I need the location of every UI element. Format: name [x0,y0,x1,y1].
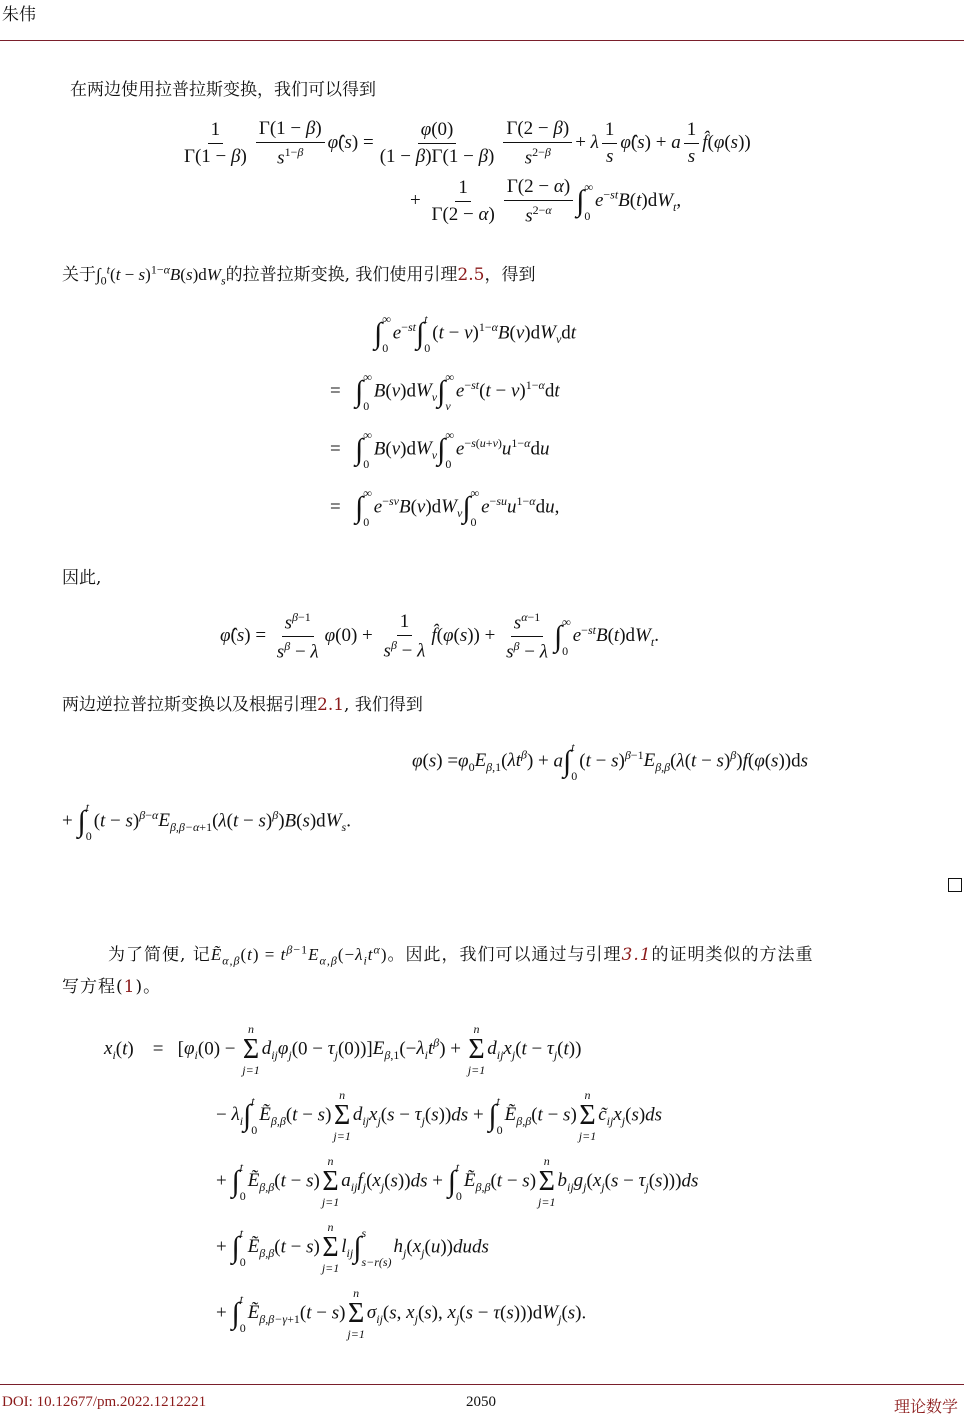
paragraph-inverse-laplace [62,690,423,715]
header-rule [0,40,964,41]
para4-suffix: , 我们得到 [344,695,423,715]
equation-phi-hat: φ̂(s) = $\frac{s^{\beta-1}}{s^\beta - \lambda}$ φ(0) + $\frac{1}{s^\beta - \lambda}$ f̂(φ(s)) + $\frac{s^{\alpha-1}}{s^\beta - \lambda}$ ∫ ∞ 0 $e^{-st}B(t)dW_t$. [220,610,659,663]
para5-mid: 。因此，我们可以通过与引理 [387,945,622,965]
para2-mid: 的拉普拉斯变换, 我们使用引理 [225,265,458,285]
paragraph-laplace-intro: 在两边使用拉普拉斯变换，我们可以得到 [70,80,376,100]
equation-laplace-line1: $\frac{1}{\Gamma(1 - \beta)}$ $\frac{\Gamma(1 - \beta)}{s^{1-\beta}}$ φ̂(s) = $\frac{\varphi(0)}{(1 - \beta)\Gamma(1 - \beta)}$ $\frac{\Gamma(2 - \beta)}{s^{2-\beta}}$ + λ $\frac{1}{s}$ φ̂(s) + a $\frac{1}{s}$ f̂(φ(s)) [184,118,751,169]
footer-doi[interactable]: DOI: 10.12677/pm.2022.1212221 [2,1394,207,1410]
paragraph-therefore: 因此, [62,568,102,588]
footer-journal: 理论数学 [893,1397,958,1416]
paragraph-notation: 为了简便, 记Ẽ$_{\alpha,\beta}$(t) = $t^{\beta-1}E_{\alpha,\beta}(-\lambda_it^\alpha)$。因此，我们可以通过与引理3.1的证明类似的方法重 [108,942,814,968]
paragraph-integral-transform: 关于$\int_0^t(t - s)^{1-\alpha}B(s)dW_s$的拉普拉斯变换, 我们使用引理2.5，得到 [62,262,536,288]
equation-solution-line1: $\varphi(s) =\varphi_0E_{\beta,1}(\lambda t^\beta) + a\int$ t 0 $(t - s)^{\beta-1}E_{\beta,\beta}(\lambda(t - s)^\beta)f(\varphi(s))ds$ [412,740,808,783]
lemma-link-2-1[interactable]: 2.1 [317,695,345,715]
equation-convolution-line2: = ∫ ∞ 0 $B(v)dW_v\int$ ∞ v $e^{-st}(t - v)^{1-\alpha}dt$ [330,370,560,413]
equation-system-line4: + ∫ t 0 Ẽ$_{\beta,\beta}$(t − s) n Σ j=1 $l_{ij}\int$ s s−r(s) $h_j(x_j(u))duds$ [216,1220,489,1275]
para2-suffix: ，得到 [484,265,536,285]
lemma-link-3-1[interactable]: 3.1 [621,945,652,965]
equation-system-line5: + ∫ t 0 Ẽ$_{\beta,\beta-\gamma+1}$(t − s) n Σ j=1 $\sigma_{ij}(s$, $x_j(s)$, $x_j(s - \tau(s)))dW_j(s)$. [216,1286,587,1341]
equation-convolution-line4: = ∫ ∞ 0 $e^{-sv}B(v)dW_v\int$ ∞ 0 $e^{-su}u^{1-\alpha}du$, [330,486,560,529]
footer-page-number: 2050 [466,1394,496,1410]
qed-box [948,878,962,892]
equation-system-line2: − $\lambda_i\int$ t 0 Ẽ$_{\beta,\beta}$(t − s) n Σ j=1 $d_{ij}x_j(s - \tau_j(s))ds$ + ∫ t 0 Ẽ$_{\beta,\beta}$(t − s) n Σ j=1 $c̃_{ij}x_j(s)ds$ [216,1088,663,1143]
footer-rule [0,1384,964,1385]
equation-laplace-line2: + $\frac{1}{\Gamma(2 - \alpha)}$ $\frac{\Gamma(2 - \alpha)}{s^{2-\alpha}}$ ∫ ∞ 0 $e^{-st}B(t)dW_t$, [410,176,682,227]
equation-convolution-line1: ∫ ∞ 0 $e^{-st}\int$ t 0 $(t - v)^{1-\alpha}B(v)dW_vdt$ [374,312,577,355]
equation-convolution-line3: = ∫ ∞ 0 $B(v)dW_v\int$ ∞ 0 $e^{-s(u+v)}u^{1-\alpha}du$ [330,428,550,471]
para6-prefix: 写方程( [62,977,124,997]
paragraph-rewrite-equation [62,972,161,997]
equation-link-1[interactable]: 1 [123,977,136,997]
para5-prefix: 为了简便, 记 [108,945,211,965]
para2-prefix: 关于 [62,265,96,285]
equation-solution-line2: + ∫ t 0 $(t - s)^{\beta-\alpha}E_{\beta,\beta-\alpha+1}(\lambda(t - s)^\beta)B(s)dW_s$. [62,800,351,843]
equation-system-line3: + ∫ t 0 Ẽ$_{\beta,\beta}$(t − s) n Σ j=1 $a_{ij}f_j(x_j(s))ds$ + ∫ t 0 Ẽ$_{\beta,\beta}$(t − s) n Σ j=1 $b_{ij}g_j(x_j(s - \tau_j(s)))ds$ [216,1154,699,1209]
para5-suffix: 的证明类似的方法重 [651,945,814,965]
para4-prefix: 两边逆拉普拉斯变换以及根据引理 [62,695,317,715]
lemma-link-2-5[interactable]: 2.5 [457,265,485,285]
para6-suffix: )。 [135,977,162,997]
header-author: 朱伟 [2,5,36,25]
equation-system-line1: $x_i(t)$ = [$\varphi_i(0)$ − n Σ j=1 $d_{ij}\varphi_j(0 - \tau_j(0))]E_{\beta,1}(-\lambda_it^\beta)$ + n Σ j=1 $d_{ij}x_j(t - \tau_j(t))$ [104,1022,582,1077]
